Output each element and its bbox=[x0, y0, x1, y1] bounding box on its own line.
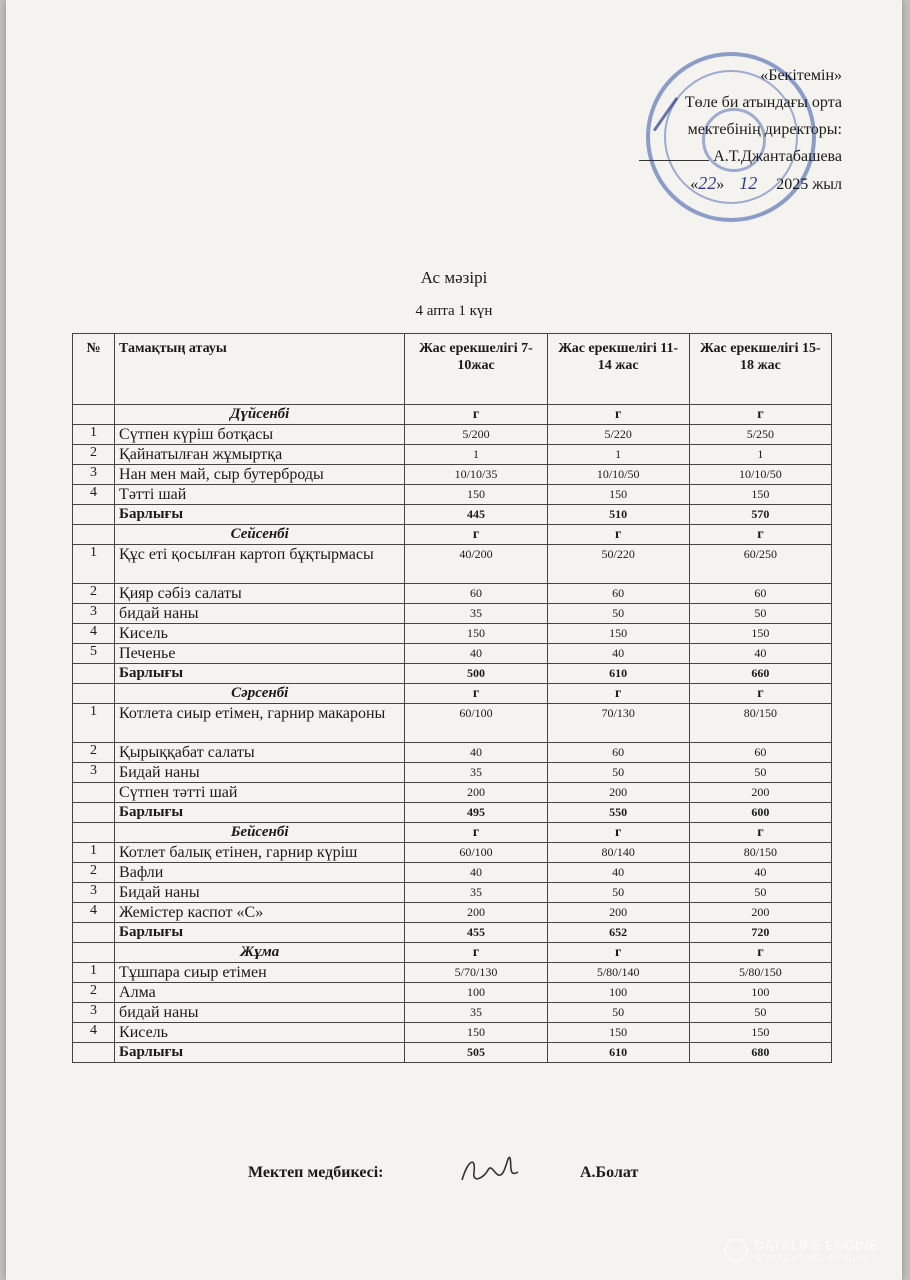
day-row bbox=[73, 943, 832, 963]
table-row bbox=[73, 584, 832, 604]
unit-cell: г bbox=[405, 684, 547, 704]
dish-name: Алма bbox=[115, 983, 405, 1003]
portion-11-14: 150 bbox=[547, 624, 689, 644]
total-11-14: 610 bbox=[547, 1043, 689, 1063]
unit-cell: г bbox=[547, 525, 689, 545]
row-number: 3 bbox=[73, 883, 115, 903]
portion-7-10: 200 bbox=[405, 783, 547, 803]
day-name: Сәрсенбі bbox=[115, 684, 405, 704]
portion-7-10: 100 bbox=[405, 983, 547, 1003]
total-row bbox=[73, 1043, 832, 1063]
portion-11-14: 40 bbox=[547, 644, 689, 664]
portion-7-10: 10/10/35 bbox=[405, 465, 547, 485]
total-no-cell bbox=[73, 1043, 115, 1063]
portion-11-14: 70/130 bbox=[547, 704, 689, 743]
signature-icon bbox=[458, 1150, 522, 1190]
page-subtitle: 4 апта 1 күн bbox=[415, 303, 493, 319]
portion-15-18: 50 bbox=[689, 883, 831, 903]
dish-name: бидай наны bbox=[115, 604, 405, 624]
nurse-name: А.Болат bbox=[580, 1164, 639, 1181]
portion-15-18: 5/80/150 bbox=[689, 963, 831, 983]
portion-7-10: 35 bbox=[405, 604, 547, 624]
total-15-18: 600 bbox=[689, 803, 831, 823]
unit-cell: г bbox=[405, 525, 547, 545]
row-number: 4 bbox=[73, 1023, 115, 1043]
portion-7-10: 60 bbox=[405, 584, 547, 604]
dish-name: Котлета сиыр етімен, гарнир макароны bbox=[115, 704, 405, 743]
unit-cell: г bbox=[405, 405, 547, 425]
dish-name: Тәтті шай bbox=[115, 485, 405, 505]
table-row bbox=[73, 983, 832, 1003]
table-row bbox=[73, 963, 832, 983]
watermark-subtitle: SOFTNEWS MEDIA GROUP bbox=[754, 1254, 869, 1263]
portion-7-10: 40 bbox=[405, 863, 547, 883]
dish-name: Қайнатылған жұмыртқа bbox=[115, 445, 405, 465]
watermark bbox=[724, 1234, 904, 1270]
table-row bbox=[73, 903, 832, 923]
portion-7-10: 35 bbox=[405, 763, 547, 783]
day-no-cell bbox=[73, 525, 115, 545]
total-7-10: 455 bbox=[405, 923, 547, 943]
approval-year: 2025 жыл bbox=[776, 176, 842, 193]
dish-name: Тұшпара сиыр етімен bbox=[115, 963, 405, 983]
row-number: 4 bbox=[73, 485, 115, 505]
dish-name: Кисель bbox=[115, 1023, 405, 1043]
portion-15-18: 200 bbox=[689, 903, 831, 923]
table-row bbox=[73, 783, 832, 803]
unit-cell: г bbox=[689, 943, 831, 963]
dish-name: Печенье bbox=[115, 644, 405, 664]
total-15-18: 680 bbox=[689, 1043, 831, 1063]
page-title: Ас мәзірі bbox=[420, 268, 488, 287]
menu-table bbox=[72, 333, 832, 1063]
row-number: 2 bbox=[73, 863, 115, 883]
portion-7-10: 200 bbox=[405, 903, 547, 923]
total-label: Барлығы bbox=[115, 505, 405, 525]
day-name: Жұма bbox=[115, 943, 405, 963]
total-row bbox=[73, 664, 832, 684]
table-row bbox=[73, 1003, 832, 1023]
portion-11-14: 50 bbox=[547, 604, 689, 624]
total-label: Барлығы bbox=[115, 1043, 405, 1063]
total-15-18: 720 bbox=[689, 923, 831, 943]
portion-11-14: 50 bbox=[547, 1003, 689, 1023]
total-no-cell bbox=[73, 923, 115, 943]
menu-table-body bbox=[73, 405, 832, 1063]
table-row bbox=[73, 445, 832, 465]
portion-15-18: 150 bbox=[689, 624, 831, 644]
portion-11-14: 50/220 bbox=[547, 545, 689, 584]
portion-11-14: 1 bbox=[547, 445, 689, 465]
total-11-14: 652 bbox=[547, 923, 689, 943]
table-row bbox=[73, 624, 832, 644]
portion-11-14: 50 bbox=[547, 763, 689, 783]
day-row bbox=[73, 823, 832, 843]
table-row bbox=[73, 863, 832, 883]
row-number: 2 bbox=[73, 584, 115, 604]
row-number: 1 bbox=[73, 425, 115, 445]
dish-name: Котлет балық етінен, гарнир күріш bbox=[115, 843, 405, 863]
row-number bbox=[73, 783, 115, 803]
day-row bbox=[73, 525, 832, 545]
dish-name: Кисель bbox=[115, 624, 405, 644]
row-number: 2 bbox=[73, 445, 115, 465]
dish-name: бидай наны bbox=[115, 1003, 405, 1023]
portion-7-10: 60/100 bbox=[405, 704, 547, 743]
row-number: 1 bbox=[73, 545, 115, 584]
portion-15-18: 1 bbox=[689, 445, 831, 465]
unit-cell: г bbox=[405, 823, 547, 843]
unit-cell: г bbox=[689, 684, 831, 704]
total-11-14: 610 bbox=[547, 664, 689, 684]
row-number: 2 bbox=[73, 743, 115, 763]
table-row bbox=[73, 604, 832, 624]
portion-15-18: 150 bbox=[689, 485, 831, 505]
portion-11-14: 80/140 bbox=[547, 843, 689, 863]
dish-name: Бидай наны bbox=[115, 763, 405, 783]
table-row bbox=[73, 763, 832, 783]
total-7-10: 500 bbox=[405, 664, 547, 684]
dish-name: Қырыққабат салаты bbox=[115, 743, 405, 763]
table-row bbox=[73, 843, 832, 863]
header-age-11-14: Жас ерекшелігі 11-14 жас bbox=[547, 334, 689, 405]
total-no-cell bbox=[73, 664, 115, 684]
portion-15-18: 50 bbox=[689, 763, 831, 783]
day-row bbox=[73, 405, 832, 425]
table-row bbox=[73, 545, 832, 584]
portion-7-10: 150 bbox=[405, 485, 547, 505]
header-age-7-10: Жас ерекшелігі 7-10жас bbox=[405, 334, 547, 405]
portion-7-10: 60/100 bbox=[405, 843, 547, 863]
portion-11-14: 150 bbox=[547, 1023, 689, 1043]
portion-7-10: 5/200 bbox=[405, 425, 547, 445]
portion-15-18: 80/150 bbox=[689, 843, 831, 863]
portion-11-14: 5/220 bbox=[547, 425, 689, 445]
portion-7-10: 150 bbox=[405, 624, 547, 644]
day-name: Бейсенбі bbox=[115, 823, 405, 843]
row-number: 1 bbox=[73, 704, 115, 743]
portion-11-14: 50 bbox=[547, 883, 689, 903]
portion-7-10: 40 bbox=[405, 644, 547, 664]
row-number: 1 bbox=[73, 963, 115, 983]
portion-7-10: 150 bbox=[405, 1023, 547, 1043]
portion-15-18: 200 bbox=[689, 783, 831, 803]
portion-7-10: 40 bbox=[405, 743, 547, 763]
nurse-label: Мектеп медбикесі: bbox=[248, 1164, 384, 1181]
row-number: 3 bbox=[73, 465, 115, 485]
portion-7-10: 35 bbox=[405, 1003, 547, 1023]
total-11-14: 510 bbox=[547, 505, 689, 525]
row-number: 4 bbox=[73, 903, 115, 923]
portion-11-14: 60 bbox=[547, 743, 689, 763]
day-no-cell bbox=[73, 405, 115, 425]
portion-11-14: 60 bbox=[547, 584, 689, 604]
table-row bbox=[73, 1023, 832, 1043]
approval-position: мектебінің директоры: bbox=[687, 121, 842, 138]
table-row bbox=[73, 644, 832, 664]
portion-15-18: 100 bbox=[689, 983, 831, 1003]
portion-7-10: 1 bbox=[405, 445, 547, 465]
row-number: 3 bbox=[73, 1003, 115, 1023]
table-row bbox=[73, 704, 832, 743]
dish-name: Қияр сәбіз салаты bbox=[115, 584, 405, 604]
unit-cell: г bbox=[405, 943, 547, 963]
row-number: 2 bbox=[73, 983, 115, 1003]
approval-day: 22 bbox=[698, 173, 717, 193]
document-page bbox=[6, 0, 902, 1280]
day-no-cell bbox=[73, 823, 115, 843]
portion-15-18: 40 bbox=[689, 644, 831, 664]
total-row bbox=[73, 505, 832, 525]
portion-15-18: 40 bbox=[689, 863, 831, 883]
unit-cell: г bbox=[689, 823, 831, 843]
portion-15-18: 50 bbox=[689, 604, 831, 624]
total-15-18: 660 bbox=[689, 664, 831, 684]
total-7-10: 505 bbox=[405, 1043, 547, 1063]
unit-cell: г bbox=[547, 405, 689, 425]
portion-11-14: 10/10/50 bbox=[547, 465, 689, 485]
unit-cell: г bbox=[547, 943, 689, 963]
approval-date: «22» 12 2025 жыл bbox=[690, 173, 842, 193]
unit-cell: г bbox=[689, 405, 831, 425]
table-row bbox=[73, 465, 832, 485]
dish-name: Бидай наны bbox=[115, 883, 405, 903]
dish-name: Нан мен май, сыр бутерброды bbox=[115, 465, 405, 485]
row-number: 5 bbox=[73, 644, 115, 664]
dish-name: Сүтпен күріш ботқасы bbox=[115, 425, 405, 445]
portion-11-14: 100 bbox=[547, 983, 689, 1003]
header-age-15-18: Жас ерекшелігі 15-18 жас bbox=[689, 334, 831, 405]
portion-15-18: 5/250 bbox=[689, 425, 831, 445]
unit-cell: г bbox=[689, 525, 831, 545]
signature-line bbox=[639, 160, 709, 161]
portion-7-10: 35 bbox=[405, 883, 547, 903]
portion-11-14: 5/80/140 bbox=[547, 963, 689, 983]
portion-11-14: 200 bbox=[547, 903, 689, 923]
row-number: 4 bbox=[73, 624, 115, 644]
table-row bbox=[73, 883, 832, 903]
portion-15-18: 50 bbox=[689, 1003, 831, 1023]
datalife-logo-icon bbox=[724, 1238, 748, 1262]
total-row bbox=[73, 803, 832, 823]
day-no-cell bbox=[73, 684, 115, 704]
dish-name: Сүтпен тәтті шай bbox=[115, 783, 405, 803]
row-number: 1 bbox=[73, 843, 115, 863]
total-15-18: 570 bbox=[689, 505, 831, 525]
day-name: Дүйсенбі bbox=[115, 405, 405, 425]
row-number: 3 bbox=[73, 604, 115, 624]
total-no-cell bbox=[73, 803, 115, 823]
table-row bbox=[73, 485, 832, 505]
total-7-10: 445 bbox=[405, 505, 547, 525]
approval-director: А.Т.Джантабашева bbox=[713, 148, 842, 165]
portion-11-14: 200 bbox=[547, 783, 689, 803]
portion-15-18: 10/10/50 bbox=[689, 465, 831, 485]
table-row bbox=[73, 425, 832, 445]
day-no-cell bbox=[73, 943, 115, 963]
portion-15-18: 150 bbox=[689, 1023, 831, 1043]
table-header-row bbox=[73, 334, 832, 405]
table-row bbox=[73, 743, 832, 763]
portion-7-10: 40/200 bbox=[405, 545, 547, 584]
total-7-10: 495 bbox=[405, 803, 547, 823]
portion-11-14: 40 bbox=[547, 863, 689, 883]
total-label: Барлығы bbox=[115, 803, 405, 823]
approval-school: Төле би атындағы орта bbox=[684, 94, 842, 111]
header-name: Тамақтың атауы bbox=[115, 334, 405, 405]
unit-cell: г bbox=[547, 823, 689, 843]
approval-header: «Бекітемін» bbox=[760, 67, 842, 84]
dish-name: Вафли bbox=[115, 863, 405, 883]
total-label: Барлығы bbox=[115, 664, 405, 684]
total-11-14: 550 bbox=[547, 803, 689, 823]
watermark-title: DATALIFE ENGINE bbox=[754, 1237, 879, 1253]
dish-name: Құс еті қосылған картоп бұқтырмасы bbox=[115, 545, 405, 584]
row-number: 3 bbox=[73, 763, 115, 783]
day-name: Сейсенбі bbox=[115, 525, 405, 545]
unit-cell: г bbox=[547, 684, 689, 704]
approval-block bbox=[582, 62, 842, 198]
portion-15-18: 60 bbox=[689, 584, 831, 604]
header-no: № bbox=[73, 334, 115, 405]
total-row bbox=[73, 923, 832, 943]
total-label: Барлығы bbox=[115, 923, 405, 943]
day-row bbox=[73, 684, 832, 704]
portion-15-18: 80/150 bbox=[689, 704, 831, 743]
portion-7-10: 5/70/130 bbox=[405, 963, 547, 983]
portion-15-18: 60 bbox=[689, 743, 831, 763]
portion-15-18: 60/250 bbox=[689, 545, 831, 584]
total-no-cell bbox=[73, 505, 115, 525]
dish-name: Жемістер каспот «С» bbox=[115, 903, 405, 923]
approval-month: 12 bbox=[739, 173, 758, 193]
portion-11-14: 150 bbox=[547, 485, 689, 505]
